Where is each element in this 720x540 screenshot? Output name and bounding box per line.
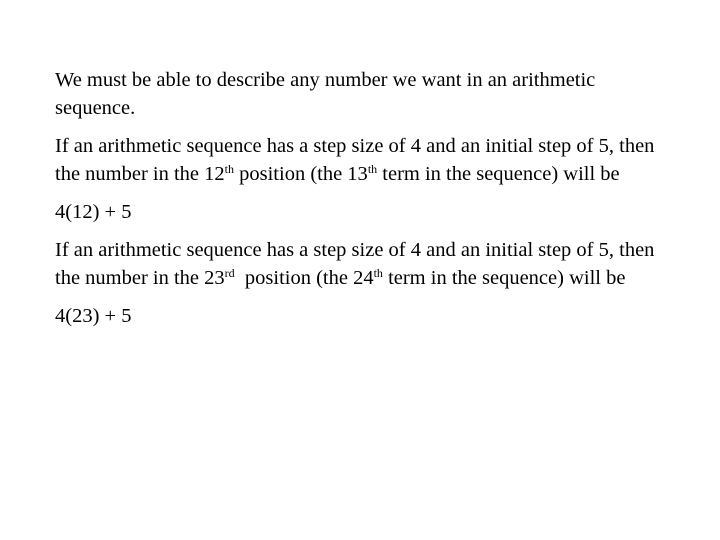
slide-content	[55, 66, 675, 340]
example-2-paragraph	[55, 236, 675, 292]
example-1-text-b: position (the 13	[234, 163, 368, 185]
example-2-text-a: If an arithmetic sequence has a step size of 4 and an initial step of 5, then the number in the 23	[55, 239, 655, 289]
example-2-text-c: term in the sequence) will be	[382, 267, 626, 289]
example-1-paragraph	[55, 132, 675, 188]
example-1-superscript-b: th	[367, 162, 378, 176]
example-1-text-c: term in the sequence) will be	[377, 163, 620, 185]
example-1-text-a: If an arithmetic sequence has a step size of 4 and an initial step of 5, then the number in the 12	[55, 135, 655, 185]
example-2-superscript-b: th	[373, 266, 383, 280]
example-2-superscript-a: rd	[224, 266, 235, 280]
example-1-superscript-a: th	[224, 162, 234, 176]
example-2-text-b: position (the 24	[234, 267, 374, 289]
example-2-formula: 4(23) + 5	[55, 305, 132, 327]
intro-paragraph: We must be able to describe any number we want in an arithmetic sequence.	[55, 69, 596, 119]
example-1-formula: 4(12) + 5	[55, 201, 132, 223]
